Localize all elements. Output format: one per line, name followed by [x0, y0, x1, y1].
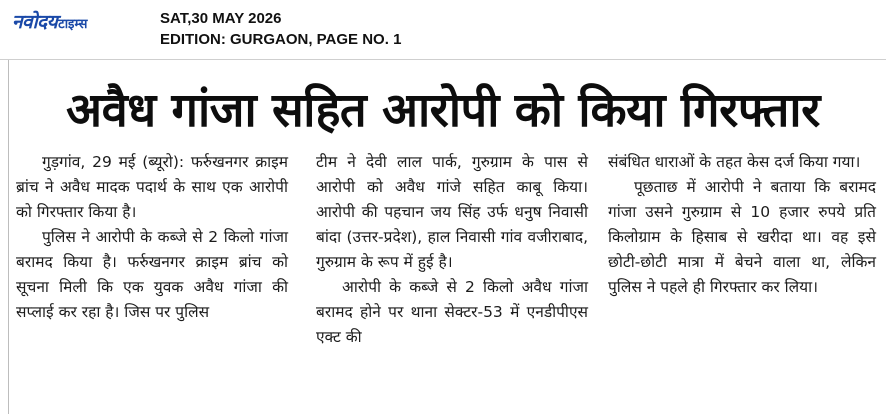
- logo-sub-text: टाइम्स: [58, 17, 88, 32]
- article-paragraph: पुलिस ने आरोपी के कब्जे से 2 किलो गांजा बरामद किया है। फर्रुखनगर क्राइम ब्रांच को सूचना मिली कि एक युवक अवैध गांजा की सप्लाई कर रहा है। जिस पर पुलिस: [16, 228, 288, 321]
- publication-date: SAT,30 MAY 2026: [160, 10, 282, 27]
- newspaper-logo[interactable]: [12, 8, 87, 32]
- article-paragraph: संबंधित धाराओं के तहत केस दर्ज किया गया।: [608, 153, 861, 171]
- header-divider: [0, 59, 886, 60]
- article-column-2: [316, 150, 588, 412]
- page-header: [0, 0, 886, 58]
- article-paragraph: पूछताछ में आरोपी ने बताया कि बरामद गांजा उसने गुरुग्राम से 10 हजार रुपये प्रति किलोग्राम के हिसाब से खरीदा था। वह इसे छोटी-छोटी मात्रा में बेचने वाला था, लेकिन पुलिस ने पहले ही गिरफ्तार कर लिया।: [608, 178, 876, 296]
- article-headline: अवैध गांजा सहित आरोपी को किया गिरफ्तार: [66, 83, 820, 138]
- article-paragraph: आरोपी के कब्जे से 2 किलो अवैध गांजा बरामद होने पर थाना सेक्टर-53 में एनडीपीएस एक्ट की: [316, 278, 588, 346]
- logo-main-text: नवोदय: [12, 11, 58, 33]
- edition-info: EDITION: GURGAON, PAGE NO. 1: [160, 31, 402, 48]
- article-column-1: [16, 150, 288, 412]
- article-paragraph: टीम ने देवी लाल पार्क, गुरुग्राम के पास से आरोपी को अवैध गांजे सहित काबू किया। आरोपी की पहचान जय सिंह उर्फ धनुष निवासी बांदा (उत्तर-प्रदेश), हाल निवासी गांव वजीराबाद, गुरुग्राम के रूप में हुई है।: [316, 153, 588, 271]
- article-column-3: [608, 150, 876, 412]
- article-paragraph: गुड़गांव, 29 मई (ब्यूरो): फर्रुखनगर क्राइम ब्रांच ने अवैध मादक पदार्थ के साथ एक आरोपी को गिरफ्तार किया है।: [16, 153, 288, 221]
- edition-meta: [160, 8, 401, 50]
